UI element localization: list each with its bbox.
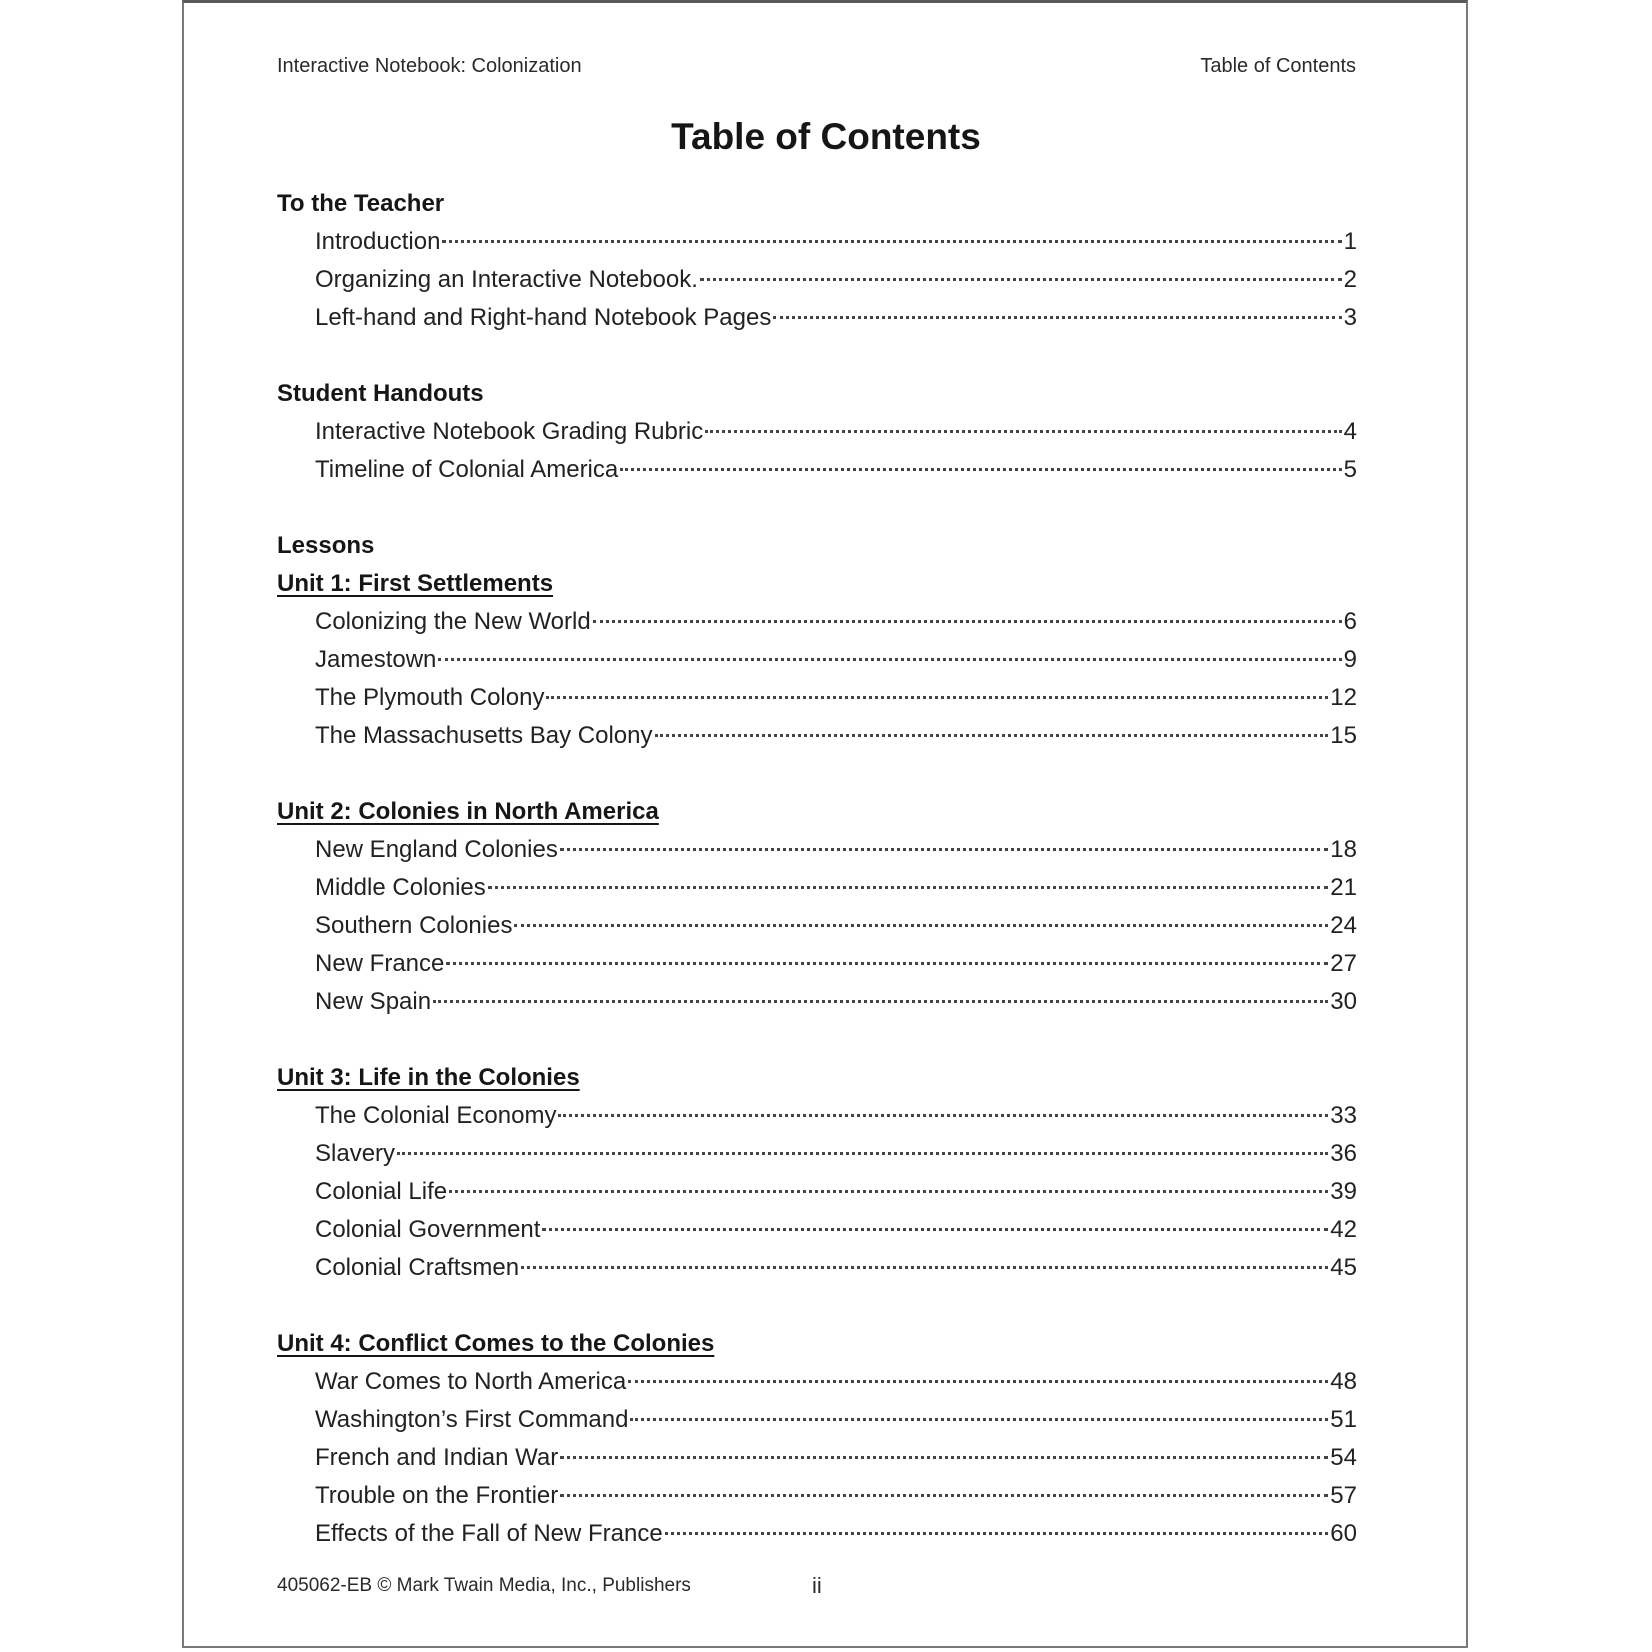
- toc-entry[interactable]: [277, 223, 1357, 261]
- dot-leader: [560, 1494, 1328, 1497]
- toc-entry[interactable]: [277, 983, 1357, 1021]
- toc-entry-page: 36: [1330, 1140, 1357, 1167]
- dot-leader: [449, 1190, 1328, 1193]
- spacer: [277, 1287, 1357, 1325]
- toc-entry-page: 21: [1330, 874, 1357, 901]
- toc-entry[interactable]: [277, 1439, 1357, 1477]
- toc-entry-label: New Spain: [315, 988, 432, 1015]
- dot-leader: [705, 430, 1341, 433]
- toc-entry-page: 45: [1330, 1254, 1357, 1281]
- dot-leader: [542, 1228, 1328, 1231]
- dot-leader: [488, 886, 1329, 889]
- toc-entry[interactable]: [277, 1249, 1357, 1287]
- toc-entry[interactable]: [277, 1477, 1357, 1515]
- unit-heading: Unit 1: First Settlements: [277, 570, 554, 597]
- dot-leader: [620, 468, 1341, 471]
- dot-leader: [433, 1000, 1328, 1003]
- toc-entry[interactable]: [277, 603, 1357, 641]
- toc-entry-page: 5: [1343, 456, 1357, 483]
- unit-heading: Unit 2: Colonies in North America: [277, 798, 659, 825]
- dot-leader: [560, 1456, 1328, 1459]
- toc-entry[interactable]: [277, 907, 1357, 945]
- toc-entry-page: 18: [1330, 836, 1357, 863]
- toc-entry-label: The Massachusetts Bay Colony: [315, 722, 653, 749]
- toc-entry-label: Colonizing the New World: [315, 608, 591, 635]
- running-header-left: Interactive Notebook: Colonization: [277, 55, 582, 77]
- toc-entry[interactable]: [277, 831, 1357, 869]
- table-of-contents: [277, 185, 1357, 1553]
- toc-entry-page: 48: [1330, 1368, 1357, 1395]
- toc-entry-label: Organizing an Interactive Notebook.: [315, 266, 698, 293]
- toc-entry-page: 3: [1343, 304, 1357, 331]
- dot-leader: [593, 620, 1342, 623]
- toc-entry-label: Interactive Notebook Grading Rubric: [315, 418, 704, 445]
- dot-leader: [514, 924, 1328, 927]
- toc-entry[interactable]: [277, 1173, 1357, 1211]
- toc-entry[interactable]: [277, 945, 1357, 983]
- dot-leader: [773, 316, 1341, 319]
- toc-entry-label: French and Indian War: [315, 1444, 559, 1471]
- toc-entry-label: Introduction: [315, 228, 441, 255]
- dot-leader: [628, 1380, 1328, 1383]
- toc-entry[interactable]: [277, 1401, 1357, 1439]
- toc-entry-page: 24: [1330, 912, 1357, 939]
- unit-heading: Unit 3: Life in the Colonies: [277, 1064, 580, 1091]
- spacer: [277, 1021, 1357, 1059]
- toc-entry-label: Colonial Government: [315, 1216, 541, 1243]
- toc-entry-label: Jamestown: [315, 646, 437, 673]
- toc-entry-page: 30: [1330, 988, 1357, 1015]
- dot-leader: [630, 1418, 1328, 1421]
- dot-leader: [655, 734, 1329, 737]
- toc-entry-page: 57: [1330, 1482, 1357, 1509]
- toc-entry[interactable]: [277, 641, 1357, 679]
- toc-entry-label: The Colonial Economy: [315, 1102, 557, 1129]
- toc-entry-label: New England Colonies: [315, 836, 558, 863]
- toc-entry-page: 1: [1343, 228, 1357, 255]
- toc-entry-page: 15: [1330, 722, 1357, 749]
- spacer: [277, 337, 1357, 375]
- toc-entry[interactable]: [277, 299, 1357, 337]
- toc-entry-page: 2: [1343, 266, 1357, 293]
- toc-entry[interactable]: [277, 1211, 1357, 1249]
- dot-leader: [521, 1266, 1328, 1269]
- toc-entry[interactable]: [277, 717, 1357, 755]
- toc-entry-label: Southern Colonies: [315, 912, 513, 939]
- toc-entry[interactable]: [277, 869, 1357, 907]
- toc-entry-page: 27: [1330, 950, 1357, 977]
- toc-entry[interactable]: [277, 451, 1357, 489]
- toc-entry-label: War Comes to North America: [315, 1368, 627, 1395]
- dot-leader: [446, 962, 1328, 965]
- toc-entry-page: 54: [1330, 1444, 1357, 1471]
- toc-entry-page: 42: [1330, 1216, 1357, 1243]
- toc-entry-page: 39: [1330, 1178, 1357, 1205]
- toc-entry[interactable]: [277, 1515, 1357, 1553]
- running-header-right: Table of Contents: [1200, 55, 1356, 77]
- unit-heading: Unit 4: Conflict Comes to the Colonies: [277, 1330, 715, 1357]
- toc-entry-label: Timeline of Colonial America: [315, 456, 619, 483]
- page-title: Table of Contents: [671, 116, 981, 157]
- toc-entry[interactable]: [277, 1097, 1357, 1135]
- toc-entry[interactable]: [277, 261, 1357, 299]
- toc-entry[interactable]: [277, 413, 1357, 451]
- toc-entry-label: Slavery: [315, 1140, 396, 1167]
- toc-entry-page: 33: [1330, 1102, 1357, 1129]
- spacer: [277, 755, 1357, 793]
- dot-leader: [546, 696, 1328, 699]
- toc-entry[interactable]: [277, 1363, 1357, 1401]
- toc-entry-page: 6: [1343, 608, 1357, 635]
- dot-leader: [438, 658, 1341, 661]
- dot-leader: [397, 1152, 1328, 1155]
- section-heading: To the Teacher: [277, 190, 445, 217]
- toc-entry-page: 12: [1330, 684, 1357, 711]
- toc-entry-label: Middle Colonies: [315, 874, 486, 901]
- section-heading: Lessons: [277, 532, 375, 559]
- toc-entry-label: Colonial Craftsmen: [315, 1254, 520, 1281]
- toc-entry-page: 60: [1330, 1520, 1357, 1547]
- dot-leader: [665, 1532, 1329, 1535]
- section-heading: Student Handouts: [277, 380, 484, 407]
- toc-entry[interactable]: [277, 1135, 1357, 1173]
- toc-entry-page: 9: [1343, 646, 1357, 673]
- dot-leader: [442, 240, 1341, 243]
- footer-page-number: ii: [812, 1573, 822, 1598]
- toc-entry-label: New France: [315, 950, 445, 977]
- toc-entry-label: Washington’s First Command: [315, 1406, 629, 1433]
- toc-entry-label: The Plymouth Colony: [315, 684, 545, 711]
- dot-leader: [558, 1114, 1328, 1117]
- toc-entry-label: Left-hand and Right-hand Notebook Pages: [315, 304, 772, 331]
- toc-entry-page: 51: [1330, 1406, 1357, 1433]
- toc-entry-label: Trouble on the Frontier: [315, 1482, 559, 1509]
- toc-entry[interactable]: [277, 679, 1357, 717]
- toc-entry-page: 4: [1343, 418, 1357, 445]
- footer-copyright: 405062-EB © Mark Twain Media, Inc., Publishers: [277, 1575, 691, 1596]
- dot-leader: [560, 848, 1328, 851]
- spacer: [277, 489, 1357, 527]
- toc-entry-label: Colonial Life: [315, 1178, 448, 1205]
- toc-entry-label: Effects of the Fall of New France: [315, 1520, 663, 1547]
- dot-leader: [700, 278, 1342, 281]
